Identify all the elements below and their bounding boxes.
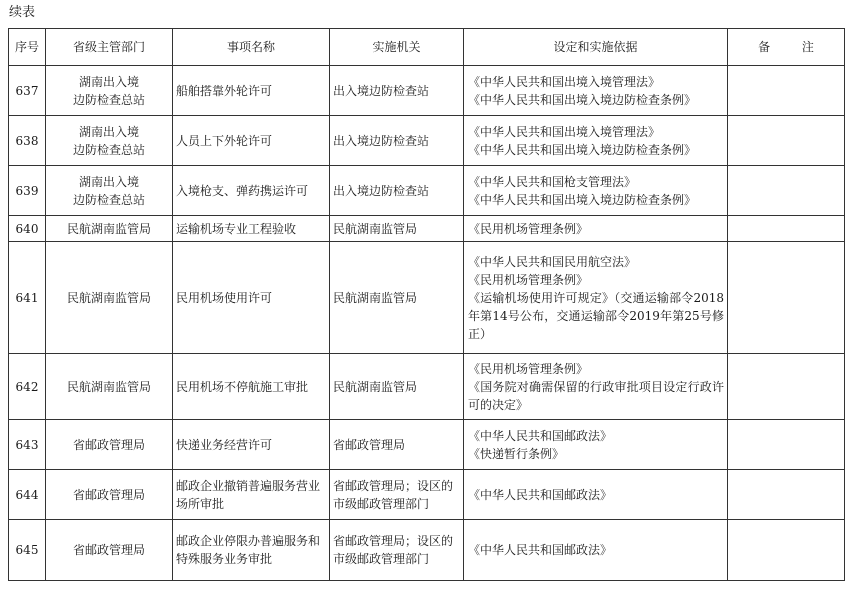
cell-remark — [728, 166, 845, 216]
basis-line: 《中华人民共和国邮政法》 — [468, 487, 613, 502]
table-row — [9, 242, 845, 354]
cell-serial: 644 — [9, 470, 46, 520]
cell-serial: 642 — [9, 354, 46, 420]
cell-remark — [728, 242, 845, 354]
basis-line: 《中华人民共和国出境入境边防检查条例》 — [468, 92, 697, 107]
cell-remark — [728, 520, 845, 581]
cell-remark — [728, 116, 845, 166]
cell-remark — [728, 420, 845, 470]
cell-department — [46, 242, 173, 354]
cell-remark — [728, 470, 845, 520]
table-row — [9, 216, 845, 242]
cell-item-name: 邮政企业停限办普遍服务和特殊服务业务审批 — [173, 520, 330, 581]
basis-line: 《运输机场使用许可规定》（交通运输部令2018年第14号公布，交通运输部令2019年第25号修正） — [468, 290, 724, 341]
basis-line: 《民用机场管理条例》 — [468, 221, 589, 236]
cell-basis — [464, 116, 728, 166]
cell-agency: 省邮政管理局 — [330, 420, 464, 470]
cell-agency: 民航湖南监管局 — [330, 354, 464, 420]
cell-remark — [728, 216, 845, 242]
department-line: 湖南出入境 — [78, 124, 139, 139]
cell-basis — [464, 66, 728, 116]
cell-department — [46, 66, 173, 116]
department-line: 民航湖南监管局 — [66, 290, 151, 305]
cell-agency: 省邮政管理局；设区的市级邮政管理部门 — [330, 470, 464, 520]
department-line: 民航湖南监管局 — [66, 221, 151, 236]
header-remark: 备 注 — [728, 29, 845, 66]
continued-label: 续表 — [9, 5, 36, 20]
header-agency: 实施机关 — [330, 29, 464, 66]
table-row — [9, 420, 845, 470]
cell-agency: 出入境边防检查站 — [330, 66, 464, 116]
basis-line: 《中华人民共和国民用航空法》 — [468, 254, 637, 269]
cell-item-name: 人员上下外轮许可 — [173, 116, 330, 166]
cell-agency: 民航湖南监管局 — [330, 216, 464, 242]
basis-line: 《中华人民共和国出境入境管理法》 — [468, 124, 661, 139]
cell-agency: 民航湖南监管局 — [330, 242, 464, 354]
cell-department — [46, 520, 173, 581]
cell-serial: 641 — [9, 242, 46, 354]
table-row — [9, 470, 845, 520]
cell-agency: 出入境边防检查站 — [330, 116, 464, 166]
cell-item-name: 快递业务经营许可 — [173, 420, 330, 470]
header-item-name: 事项名称 — [173, 29, 330, 66]
cell-department — [46, 116, 173, 166]
basis-line: 《国务院对确需保留的行政审批项目设定行政许可的决定》 — [468, 379, 724, 412]
department-line: 边防检查总站 — [72, 192, 145, 207]
cell-serial: 645 — [9, 520, 46, 581]
department-line: 省邮政管理局 — [72, 487, 145, 502]
department-line: 边防检查总站 — [72, 92, 145, 107]
cell-serial: 637 — [9, 66, 46, 116]
cell-item-name: 民用机场使用许可 — [173, 242, 330, 354]
cell-item-name: 民用机场不停航施工审批 — [173, 354, 330, 420]
cell-item-name: 运输机场专业工程验收 — [173, 216, 330, 242]
header-department: 省级主管部门 — [46, 29, 173, 66]
cell-department — [46, 166, 173, 216]
header-serial: 序号 — [9, 29, 46, 66]
cell-basis — [464, 216, 728, 242]
cell-department — [46, 354, 173, 420]
cell-agency: 出入境边防检查站 — [330, 166, 464, 216]
cell-basis — [464, 354, 728, 420]
cell-serial: 643 — [9, 420, 46, 470]
cell-item-name: 入境枪支、弹药携运许可 — [173, 166, 330, 216]
department-line: 省邮政管理局 — [72, 543, 145, 557]
cell-basis — [464, 420, 728, 470]
table-row — [9, 354, 845, 420]
cell-serial: 638 — [9, 116, 46, 166]
cell-remark — [728, 354, 845, 420]
table-row — [9, 520, 845, 581]
basis-line: 《民用机场管理条例》 — [468, 361, 589, 376]
cell-agency: 省邮政管理局；设区的市级邮政管理部门 — [330, 520, 464, 581]
cell-department — [46, 470, 173, 520]
cell-serial: 639 — [9, 166, 46, 216]
cell-basis — [464, 520, 728, 581]
cell-basis — [464, 242, 728, 354]
cell-basis — [464, 470, 728, 520]
basis-line: 《快递暂行条例》 — [468, 446, 565, 461]
table-row — [9, 166, 845, 216]
department-line: 民航湖南监管局 — [66, 379, 151, 394]
basis-line: 《民用机场管理条例》 — [468, 272, 589, 287]
cell-basis — [464, 166, 728, 216]
department-line: 省邮政管理局 — [72, 437, 145, 452]
header-basis: 设定和实施依据 — [464, 29, 728, 66]
basis-line: 《中华人民共和国邮政法》 — [468, 428, 613, 443]
department-line: 湖南出入境 — [78, 74, 139, 89]
table-row — [9, 116, 845, 166]
department-line: 边防检查总站 — [72, 142, 145, 157]
cell-item-name: 船舶搭靠外轮许可 — [173, 66, 330, 116]
basis-line: 《中华人民共和国枪支管理法》 — [468, 174, 637, 189]
table-header-row — [9, 29, 845, 66]
basis-line: 《中华人民共和国出境入境管理法》 — [468, 74, 661, 89]
cell-item-name: 邮政企业撤销普遍服务营业场所审批 — [173, 470, 330, 520]
basis-line: 《中华人民共和国邮政法》 — [468, 543, 613, 557]
basis-line: 《中华人民共和国出境入境边防检查条例》 — [468, 192, 697, 207]
table-row — [9, 66, 845, 116]
basis-line: 《中华人民共和国出境入境边防检查条例》 — [468, 142, 697, 157]
cell-department — [46, 420, 173, 470]
cell-remark — [728, 66, 845, 116]
cell-department — [46, 216, 173, 242]
cell-serial: 640 — [9, 216, 46, 242]
permit-table — [8, 28, 845, 581]
department-line: 湖南出入境 — [78, 174, 139, 189]
